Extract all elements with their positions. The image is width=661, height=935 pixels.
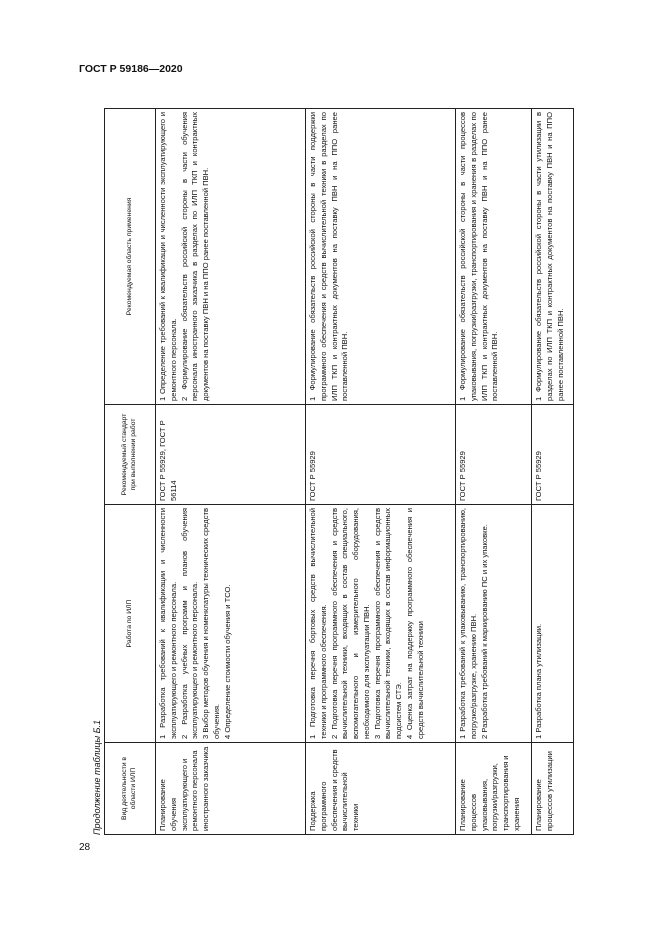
table-row bbox=[156, 109, 306, 835]
page-number: 28 bbox=[79, 842, 91, 853]
table-row bbox=[306, 109, 456, 835]
scope-cell bbox=[156, 109, 306, 405]
activity-table bbox=[104, 108, 574, 835]
work-item: 2 Разработка требований к маркированию ПС и их упаковке. bbox=[479, 524, 489, 739]
work-item: 4 Определение стоимости обучения и ТСО. bbox=[222, 584, 232, 739]
activity-cell: Планирование процессов упаковывания, погрузки/разгрузки, транспортирования и хранения bbox=[456, 743, 532, 835]
table-caption: Продолжение таблицы Б.1 bbox=[92, 719, 102, 835]
scope-item: 1 Формулирование обязательств российской стороны в части процессов упаковывания, погрузки/разгрузки, транспортирования и хранения в разделах по ИЛП ТКП и контрактных документов на поставку ПВН и на ППО ранее поставленной ПВН. bbox=[458, 112, 500, 401]
work-item: 2 Подготовка перечня программного обеспечения и средств вычислительной техники, входящих в состав специального, вспомогательного и измерительного оборудования, необходимого для эксплуатации ПВН. bbox=[329, 508, 371, 739]
column-header: Вид деятельности в области ИЛП bbox=[105, 743, 156, 835]
works-cell bbox=[532, 505, 574, 743]
activity-cell: Планирование обучения эксплуатирующего и ремонтного персонала иностранного заказчика bbox=[156, 743, 306, 835]
activity-cell: Планирование процессов утилизации bbox=[532, 743, 574, 835]
work-item: 1 Разработка требований к упаковыванию, транспортированию, погрузке/разгрузке, хранению ПВН. bbox=[458, 508, 478, 739]
table-header-row bbox=[105, 109, 156, 835]
work-item: 1 Разработка требований к квалификации и численности эксплуатирующего и ремонтного персонала. bbox=[158, 508, 178, 739]
scope-item: 1 Определение требований к квалификации и численности эксплуатирующего и ремонтного персонала. bbox=[158, 112, 178, 401]
work-item: 3 Выбор методов обучения и номенклатуры технических средств обучения. bbox=[201, 508, 221, 739]
standard-cell: ГОСТ Р 55929, ГОСТ Р 56114 bbox=[156, 405, 306, 505]
work-item: 2 Разработка учебных программ и планов обучения эксплуатирующего и ремонтного персонала. bbox=[179, 508, 200, 739]
column-header: Рекомендуемый стандарт при выполнении работ bbox=[105, 405, 156, 505]
standard-cell: ГОСТ Р 55929 bbox=[306, 405, 456, 505]
works-cell bbox=[306, 505, 456, 743]
works-cell bbox=[456, 505, 532, 743]
table-row bbox=[456, 109, 532, 835]
scope-item: 1 Формулирование обязательств российской стороны в части утилизации в разделах по ИЛП ТКП и контрактных документов на поставку ПВН и на ППО ранее поставленной ПВН. bbox=[534, 112, 565, 401]
work-item: 1 Подготовка перечня бортовых средств вычислительной техники и программного обеспечения. bbox=[308, 508, 328, 739]
work-item: 4 Оценка затрат на поддержку программного обеспечения и средств вычислительной техники bbox=[405, 508, 425, 739]
activity-cell: Поддержка программного обеспечения и средств вычислительной техники bbox=[306, 743, 456, 835]
work-item: 1 Разработка плана утилизации. bbox=[534, 623, 543, 739]
scope-item: 2 Формулирование обязательств российской стороны в части обучения персонала иностранного заказчика в разделах по ИЛП ТКП и контрактных документов на поставку ПВН и на ППО ранее поставленной ПВН. bbox=[179, 112, 211, 401]
column-header: Рекомендуемая область применения bbox=[105, 109, 156, 405]
rotated-table-block bbox=[90, 109, 594, 835]
scope-cell bbox=[306, 109, 456, 405]
document-header: ГОСТ Р 59186—2020 bbox=[79, 63, 183, 75]
work-item: 3 Подготовка перечня программного обеспечения и средств вычислительной техники, входящих в состав информационных подсистем СТЭ. bbox=[372, 508, 404, 739]
scope-cell bbox=[532, 109, 574, 405]
table-row bbox=[532, 109, 574, 835]
column-header: Работа по ИЛП bbox=[105, 505, 156, 743]
standard-cell: ГОСТ Р 55929 bbox=[532, 405, 574, 505]
scope-cell bbox=[456, 109, 532, 405]
works-cell bbox=[156, 505, 306, 743]
scope-item: 1 Формулирование обязательств российской стороны в части поддержки программного обеспечения и средств вычислительной техники в разделах по ИЛП ТКП и контрактных документов на поставку ПВН и на ППО ранее поставленной ПВН. bbox=[308, 112, 350, 401]
standard-cell: ГОСТ Р 55929 bbox=[456, 405, 532, 505]
